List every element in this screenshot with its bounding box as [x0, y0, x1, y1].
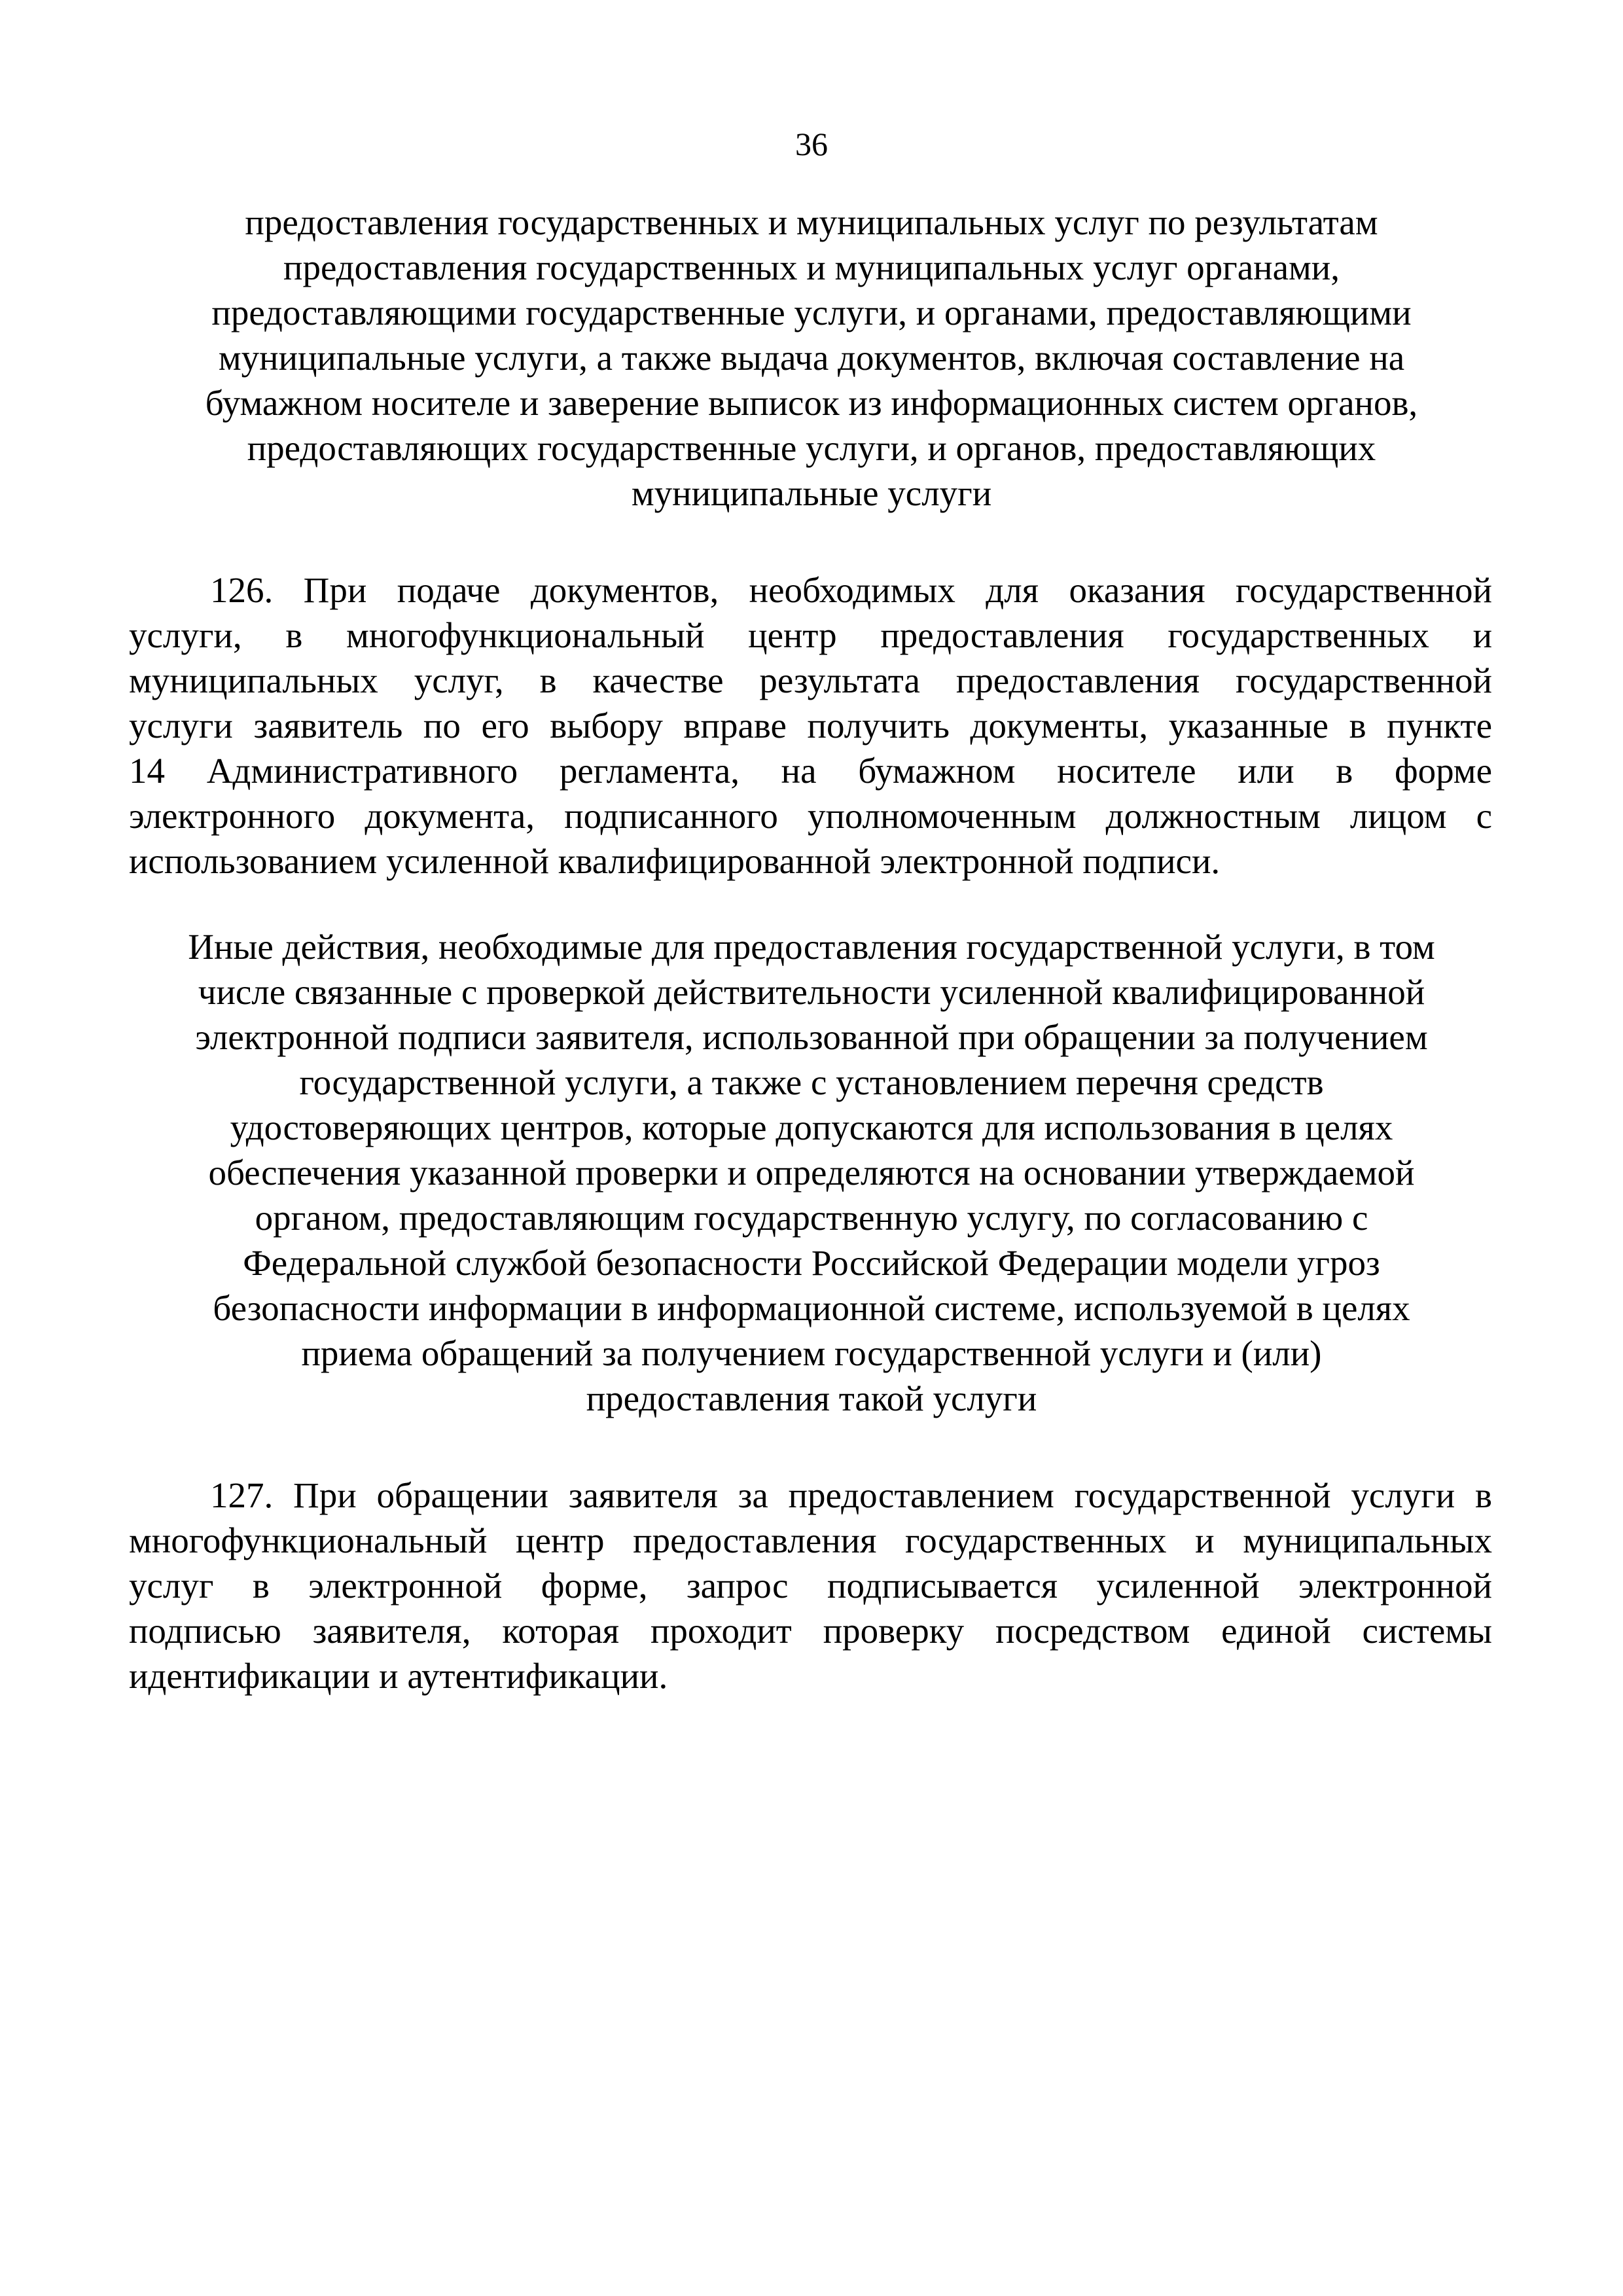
heading-line: предоставления такой услуги	[586, 1378, 1037, 1418]
heading-line: приема обращений за получением государственной услуги и (или)	[301, 1333, 1322, 1373]
heading-line: удостоверяющих центров, которые допускаются для использования в целях	[230, 1107, 1393, 1147]
heading-line: Федеральной службой безопасности Российской Федерации модели угроз	[243, 1243, 1380, 1283]
paragraph-line: идентификации и аутентификации.	[129, 1656, 668, 1696]
heading-line: муниципальные услуги, а также выдача документов, включая составление на	[218, 338, 1405, 378]
heading-line: бумажном носителе и заверение выписок из информационных систем органов,	[205, 383, 1418, 423]
paragraph-line: услуги, в многофункциональный центр предоставления государственных и	[129, 615, 1492, 655]
section-heading-results	[0, 200, 1623, 516]
page-number: 36	[795, 126, 828, 162]
paragraph-line: многофункциональный центр предоставления государственных и муниципальных	[129, 1520, 1492, 1560]
paragraph-line: 14 Административного регламента, на бумажном носителе или в форме	[129, 751, 1492, 791]
heading-line: безопасности информации в информационной системе, используемой в целях	[213, 1288, 1410, 1328]
paragraph-line: использованием усиленной квалифицированной электронной подписи.	[129, 841, 1221, 881]
heading-line: предоставляющими государственные услуги, и органами, предоставляющими	[211, 293, 1412, 332]
paragraph-line: 127. При обращении заявителя за предоставлением государственной услуги в	[210, 1475, 1492, 1515]
heading-line: органом, предоставляющим государственную услугу, по согласованию с	[255, 1198, 1368, 1238]
section-heading-other-actions	[0, 924, 1623, 1421]
paragraph-line: услуг в электронной форме, запрос подписывается усиленной электронной	[129, 1566, 1492, 1605]
paragraph-127	[129, 1473, 1492, 1698]
heading-line: предоставления государственных и муниципальных услуг органами,	[283, 247, 1340, 287]
heading-line: электронной подписи заявителя, использованной при обращении за получением	[195, 1017, 1428, 1057]
heading-line: предоставляющих государственные услуги, и органов, предоставляющих	[247, 428, 1376, 468]
heading-line: государственной услуги, а также с установлением перечня средств	[299, 1062, 1324, 1102]
paragraph-line: подписью заявителя, которая проходит проверку посредством единой системы	[129, 1611, 1492, 1651]
paragraph-line: услуги заявитель по его выбору вправе получить документы, указанные в пункте	[129, 706, 1492, 745]
paragraph-line: электронного документа, подписанного уполномоченным должностным лицом с	[129, 796, 1492, 836]
paragraph-126	[129, 567, 1492, 884]
heading-line: числе связанные с проверкой действительности усиленной квалифицированной	[198, 972, 1425, 1012]
heading-line: обеспечения указанной проверки и определяются на основании утверждаемой	[208, 1153, 1415, 1193]
heading-line: муниципальные услуги	[631, 473, 992, 513]
heading-line: предоставления государственных и муниципальных услуг по результатам	[245, 202, 1378, 242]
paragraph-line: 126. При подаче документов, необходимых для оказания государственной	[210, 570, 1492, 610]
heading-line: Иные действия, необходимые для предоставления государственной услуги, в том	[188, 927, 1435, 967]
paragraph-line: муниципальных услуг, в качестве результата предоставления государственной	[129, 660, 1492, 700]
